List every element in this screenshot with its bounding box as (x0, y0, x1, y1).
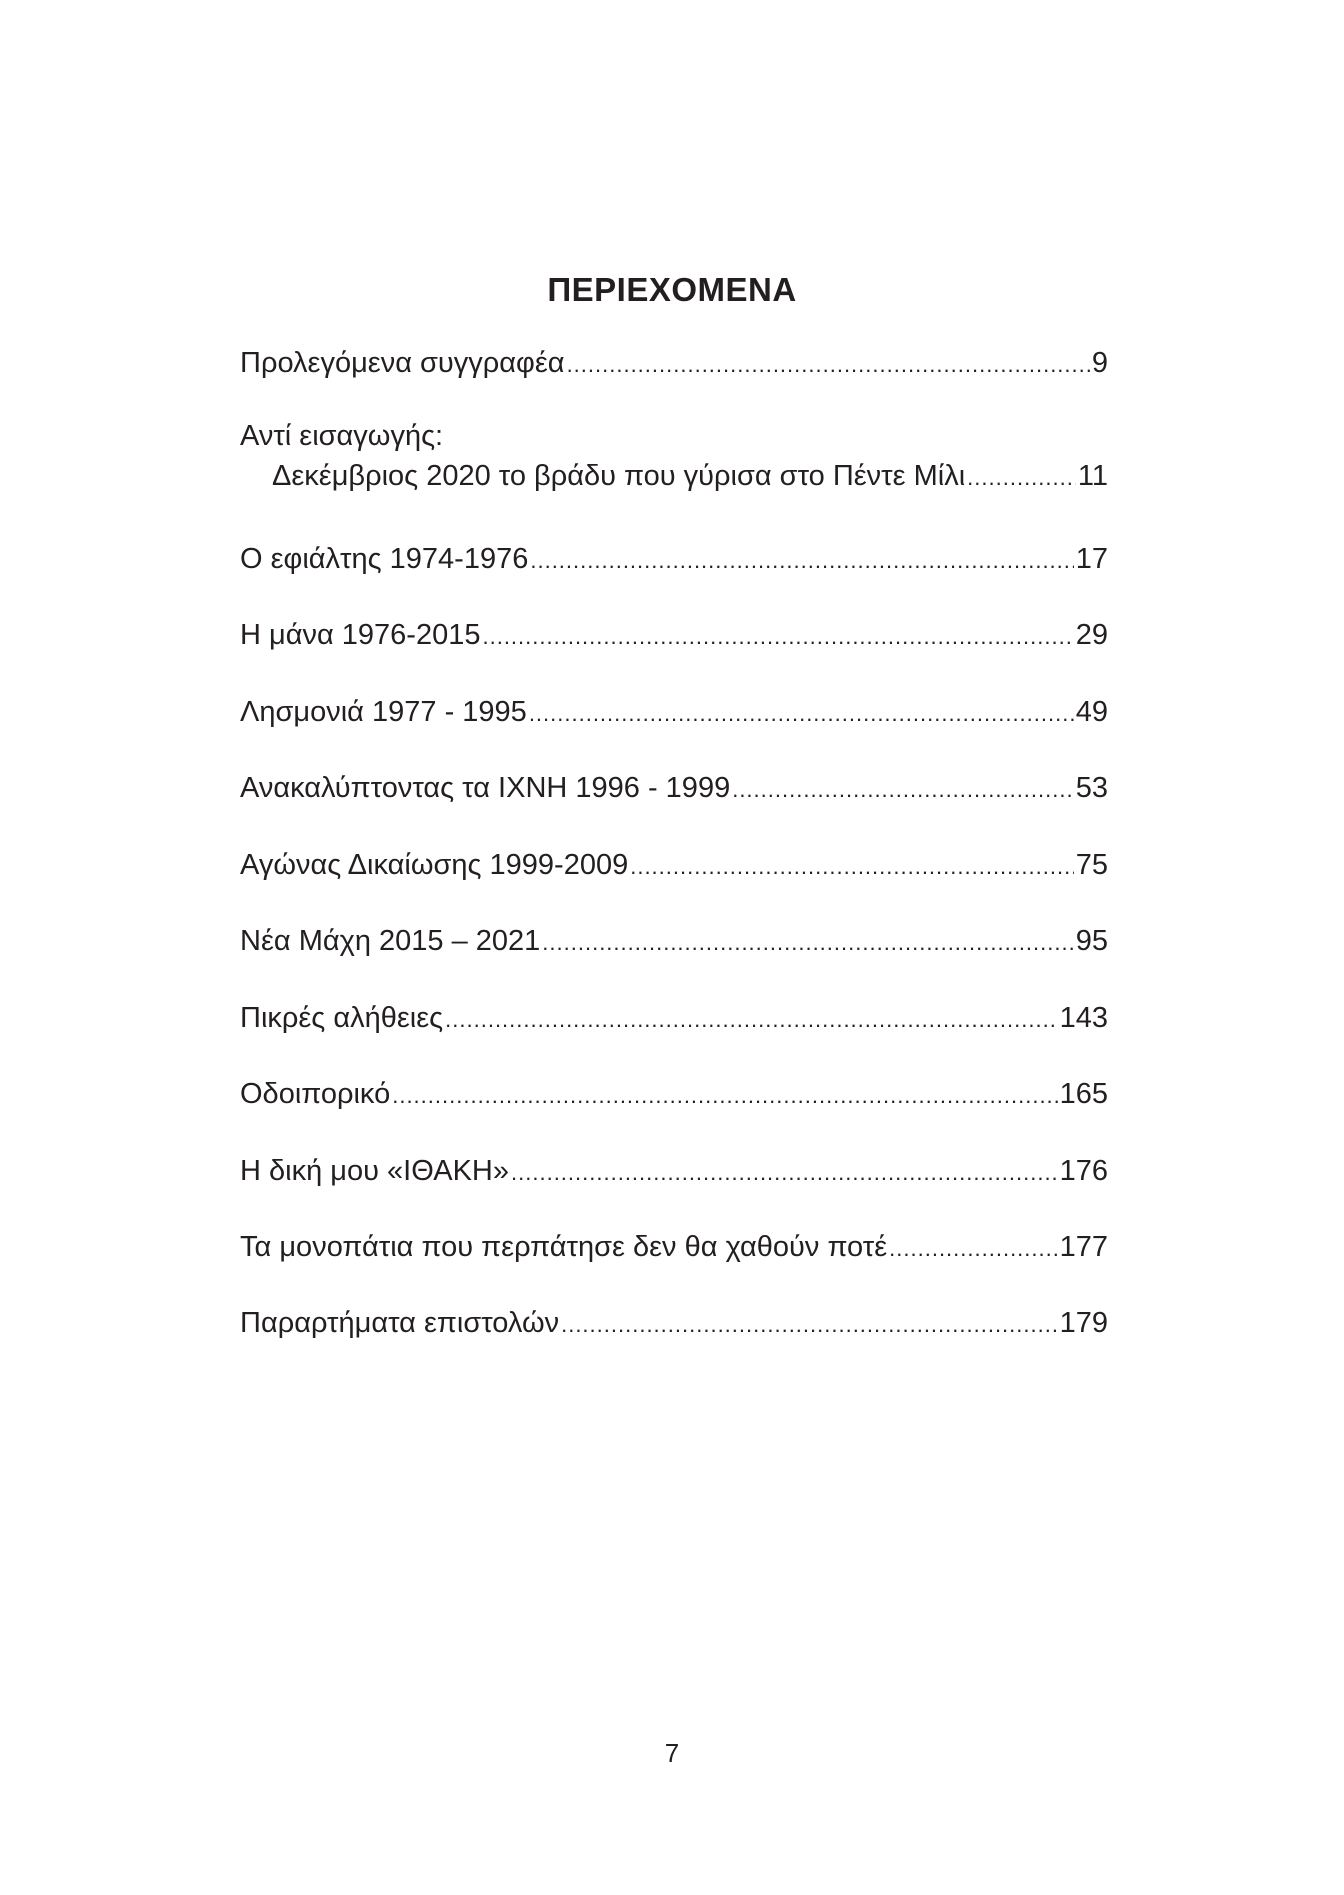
toc-entry (240, 692, 1108, 734)
toc-entry-title: Η δική μου «ΙΘΑΚΗ» (240, 1155, 510, 1187)
toc-entry-title: Ανακαλύπτοντας τα ΙΧΝΗ 1996 - 1999 (240, 772, 731, 804)
toc-entry-title: Ο εφιάλτης 1974-1976 (240, 543, 529, 575)
toc-entry (240, 539, 1108, 581)
dot-leader (445, 1000, 1057, 1040)
toc-entry-heading: Αντί εισαγωγής: (240, 420, 444, 452)
toc-entry-page: 9 (1091, 347, 1108, 379)
dot-leader (967, 458, 1076, 498)
dot-leader (630, 847, 1074, 887)
toc-entry-title: Παραρτήματα επιστολών (240, 1307, 560, 1339)
dot-leader (511, 1153, 1058, 1193)
toc-entry-title: Νέα Μάχη 2015 – 2021 (240, 925, 541, 957)
toc-entry-page: 53 (1075, 772, 1108, 804)
toc-entry-page: 11 (1077, 460, 1108, 492)
toc-entry (240, 1227, 1108, 1269)
toc-entry-title: Αγώνας Δικαίωσης 1999-2009 (240, 849, 629, 881)
dot-leader (392, 1076, 1057, 1116)
toc-entry (240, 1151, 1108, 1193)
toc-entry-page: 17 (1075, 543, 1108, 575)
dot-leader (542, 923, 1073, 963)
toc-entry-page: 165 (1059, 1078, 1108, 1110)
toc-entry-page: 29 (1075, 619, 1108, 651)
dot-leader (567, 345, 1090, 385)
toc-entry (240, 615, 1108, 657)
toc-entry-title: Η μάνα 1976-2015 (240, 619, 481, 651)
toc-entry (240, 768, 1108, 810)
dot-leader (530, 541, 1073, 581)
dot-leader (482, 617, 1073, 657)
toc-entry (240, 921, 1108, 963)
toc-entry-page: 179 (1059, 1307, 1108, 1339)
toc-entry (240, 416, 1108, 498)
toc-entry-title: Πικρές αλήθειες (240, 1002, 444, 1034)
dot-leader (561, 1305, 1058, 1345)
dot-leader (529, 694, 1074, 734)
page-title: ΠΕΡΙΕΧΟΜΕΝΑ (547, 271, 797, 308)
toc-entry-page: 143 (1059, 1002, 1108, 1034)
toc-entry-title: Δεκέμβριος 2020 το βράδυ που γύρισα στο Πέντε Μίλι (272, 460, 966, 492)
toc-entry-page: 95 (1075, 925, 1108, 957)
page-number: 7 (664, 1738, 680, 1768)
toc-entry-title: Οδοιπορικό (240, 1078, 391, 1110)
dot-leader (732, 770, 1074, 810)
toc-entry-page: 49 (1075, 696, 1108, 728)
toc-entry-title: Προλεγόμενα συγγραφέα (240, 347, 565, 379)
toc-entry (240, 343, 1108, 385)
toc-entry-title: Τα μονοπάτια που περπάτησε δεν θα χαθούν ποτέ (240, 1231, 888, 1263)
toc-entry-page: 176 (1059, 1155, 1108, 1187)
toc-entry-page: 177 (1059, 1231, 1108, 1263)
toc-entry-title: Λησμονιά 1977 - 1995 (240, 696, 527, 728)
toc-entry (240, 845, 1108, 887)
dot-leader (889, 1229, 1057, 1269)
toc-entry-page: 75 (1075, 849, 1108, 881)
toc-entry (240, 1074, 1108, 1116)
toc-entry (240, 998, 1108, 1040)
toc-entry (240, 1303, 1108, 1345)
